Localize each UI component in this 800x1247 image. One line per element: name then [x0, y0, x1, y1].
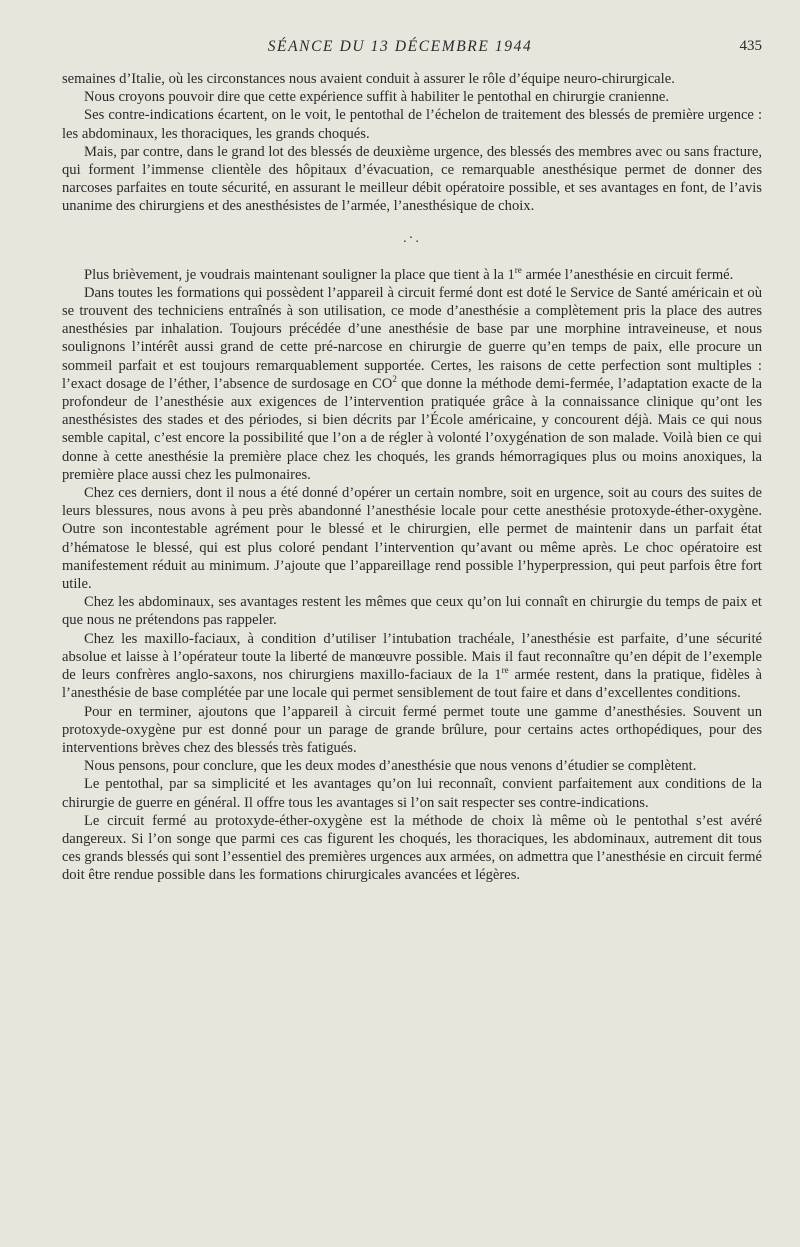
paragraph: Le circuit fermé au protoxyde-éther-oxygène est la méthode de choix là même où le pentothal s’est avéré dangereux. Si l’on songe que parmi ces cas figurent les choqués, les thoraciques, les abdominaux, autrement dit tous ces grands blessés qui sont l’essentiel des premières urgences aux armées, on admettra que l’anesthésie en circuit fermé doit être rendue possible dans les formations chirurgicales avancées et légères.: [62, 812, 762, 884]
paragraph: [62, 630, 762, 703]
paragraph-text: armée restent, dans la pratique, fidèles à l’anesthésie de base complétée par une locale qui permet sensiblement de tout faire et dans d’excellentes conditions.: [62, 667, 762, 702]
page-number: 435: [739, 38, 762, 54]
paragraph: Pour en terminer, ajoutons que l’appareil à circuit fermé permet toute une gamme d’anesthésies. Souvent un protoxyde-oxygène pur est donné pour un parage de grande brûlure, pour certains actes orthopédiques, pour des interventions brèves chez des blessés très fatigués.: [62, 703, 762, 756]
paragraph: Nous croyons pouvoir dire que cette expérience suffit à habiliter le pentothal en chirurgie cranienne.: [84, 89, 670, 106]
body-text: [62, 70, 762, 885]
paragraph: Nous pensons, pour conclure, que les deux modes d’anesthésie que nous venons d’étudier se complètent.: [84, 758, 697, 775]
paragraph: semaines d’Italie, où les circonstances nous avaient conduit à assurer le rôle d’équipe neuro-chirurgicale.: [62, 71, 675, 87]
paragraph-text: Chez les maxillo-faciaux, à condition d’utiliser l’intubation trachéale, l’anesthésie est parfaite, d’une sécurité absolue et laisse à l’opérateur toute la liberté de manœuvre possible. Mais il faut reconnaître qu’en dépit de l’exemple de leurs confrères anglo-saxons, nos chirurgiens maxillo-faciaux de la 1: [62, 630, 762, 684]
paragraph-text: que donne la méthode demi-fermée, l’adaptation exacte de la profondeur de l’anesthésie aux exigences de l’intervention pratiquée grâce à la connaissance clinique qu’ont les anesthésistes des stades et des périodes, si bien décrits par l’École américaine, y concourent déjà. Mais ce qui nous semble capital, c’est encore la possibilité que l’on a de régler à volonté l’oxygénation de son malade. Voilà bien ce qui donne à cette anesthésie la première place chez les choqués, les grands hémorragiques plus ou moins anoxiques, la première place aussi chez les pulmonaires.: [62, 375, 762, 483]
running-head-title: SÉANCE DU 13 DÉCEMBRE 1944: [267, 38, 533, 55]
superscript: re: [501, 665, 509, 676]
section-separator: .·.: [403, 230, 421, 246]
paragraph-text: armée l’anesthésie en circuit fermé.: [521, 266, 734, 283]
subscript-two: 2: [392, 373, 397, 384]
paragraph: Chez ces derniers, dont il nous a été donné d’opérer un certain nombre, soit en urgence, soit au cours des suites de leurs blessures, nous avons à peu près abandonné l’anesthésie locale pour cette anesthésie protoxyde-éther-oxygène. Outre son incontestable agrément pour le blessé et le chirurgien, elle permet de maintenir dans un parfait état d’hématose le blessé, qui est plus coloré pendant l’intervention qu’avant ou même après. Le choc opératoire est manifestement réduit au minimum. J’ajoute que l’appareillage rend possible l’hyperpression, qui peut parfois être fort utile.: [62, 485, 762, 593]
superscript: re: [514, 264, 522, 275]
running-head: [0, 38, 800, 58]
paragraph: [62, 284, 762, 484]
paragraph: Chez les abdominaux, ses avantages restent les mêmes que ceux qu’on lui connaît en chirurgie du temps de paix et que nous ne prétendons pas rappeler.: [62, 594, 762, 629]
paragraph: Le pentothal, par sa simplicité et les avantages qu’on lui reconnaît, convient parfaitement aux conditions de la chirurgie de guerre en général. Il offre tous les avantages si l’on sait respecter ses contre-indications.: [62, 776, 762, 811]
paragraph-text: Plus brièvement, je voudrais maintenant souligner la place que tient à la 1: [84, 266, 515, 283]
paragraph: Mais, par contre, dans le grand lot des blessés de deuxième urgence, des blessés des membres avec ou sans fracture, qui forment l’immense clientèle des hôpitaux d’évacuation, ce remarquable anesthésique permet de donner des narcoses parfaites en toute sécurité, en assurant le meilleur débit opératoire possible, et ses avantages en font, de l’avis unanime des chirurgiens et des anesthésistes de l’armée, l’anesthésique de choix.: [62, 143, 762, 215]
paragraph-text: Dans toutes les formations qui possèdent l’appareil à circuit fermé dont est doté le Service de Santé américain et où se trouvent des techniciens entraînés à son utilisation, ce mode d’anesthésie a complètement pris la place des autres anesthésies par inhalation. Toujours précédée d’une anesthésie de base par une morphine intraveineuse, et nous soulignons l’intérêt aussi grand de cette pré-narcose en chirurgie de guerre qu’en temps de paix, elle procure un sommeil parfait et est toujours remarquablement supportée. Certes, les raisons de cette perfection sont multiples : l’exact dosage de l’éther, l’absence de surdosage en CO: [62, 284, 762, 392]
paragraph: [62, 266, 762, 284]
paragraph: Ses contre-indications écartent, on le voit, le pentothal de l’échelon de traitement des blessés de première urgence : les abdominaux, les thoraciques, les grands choqués.: [62, 107, 762, 142]
